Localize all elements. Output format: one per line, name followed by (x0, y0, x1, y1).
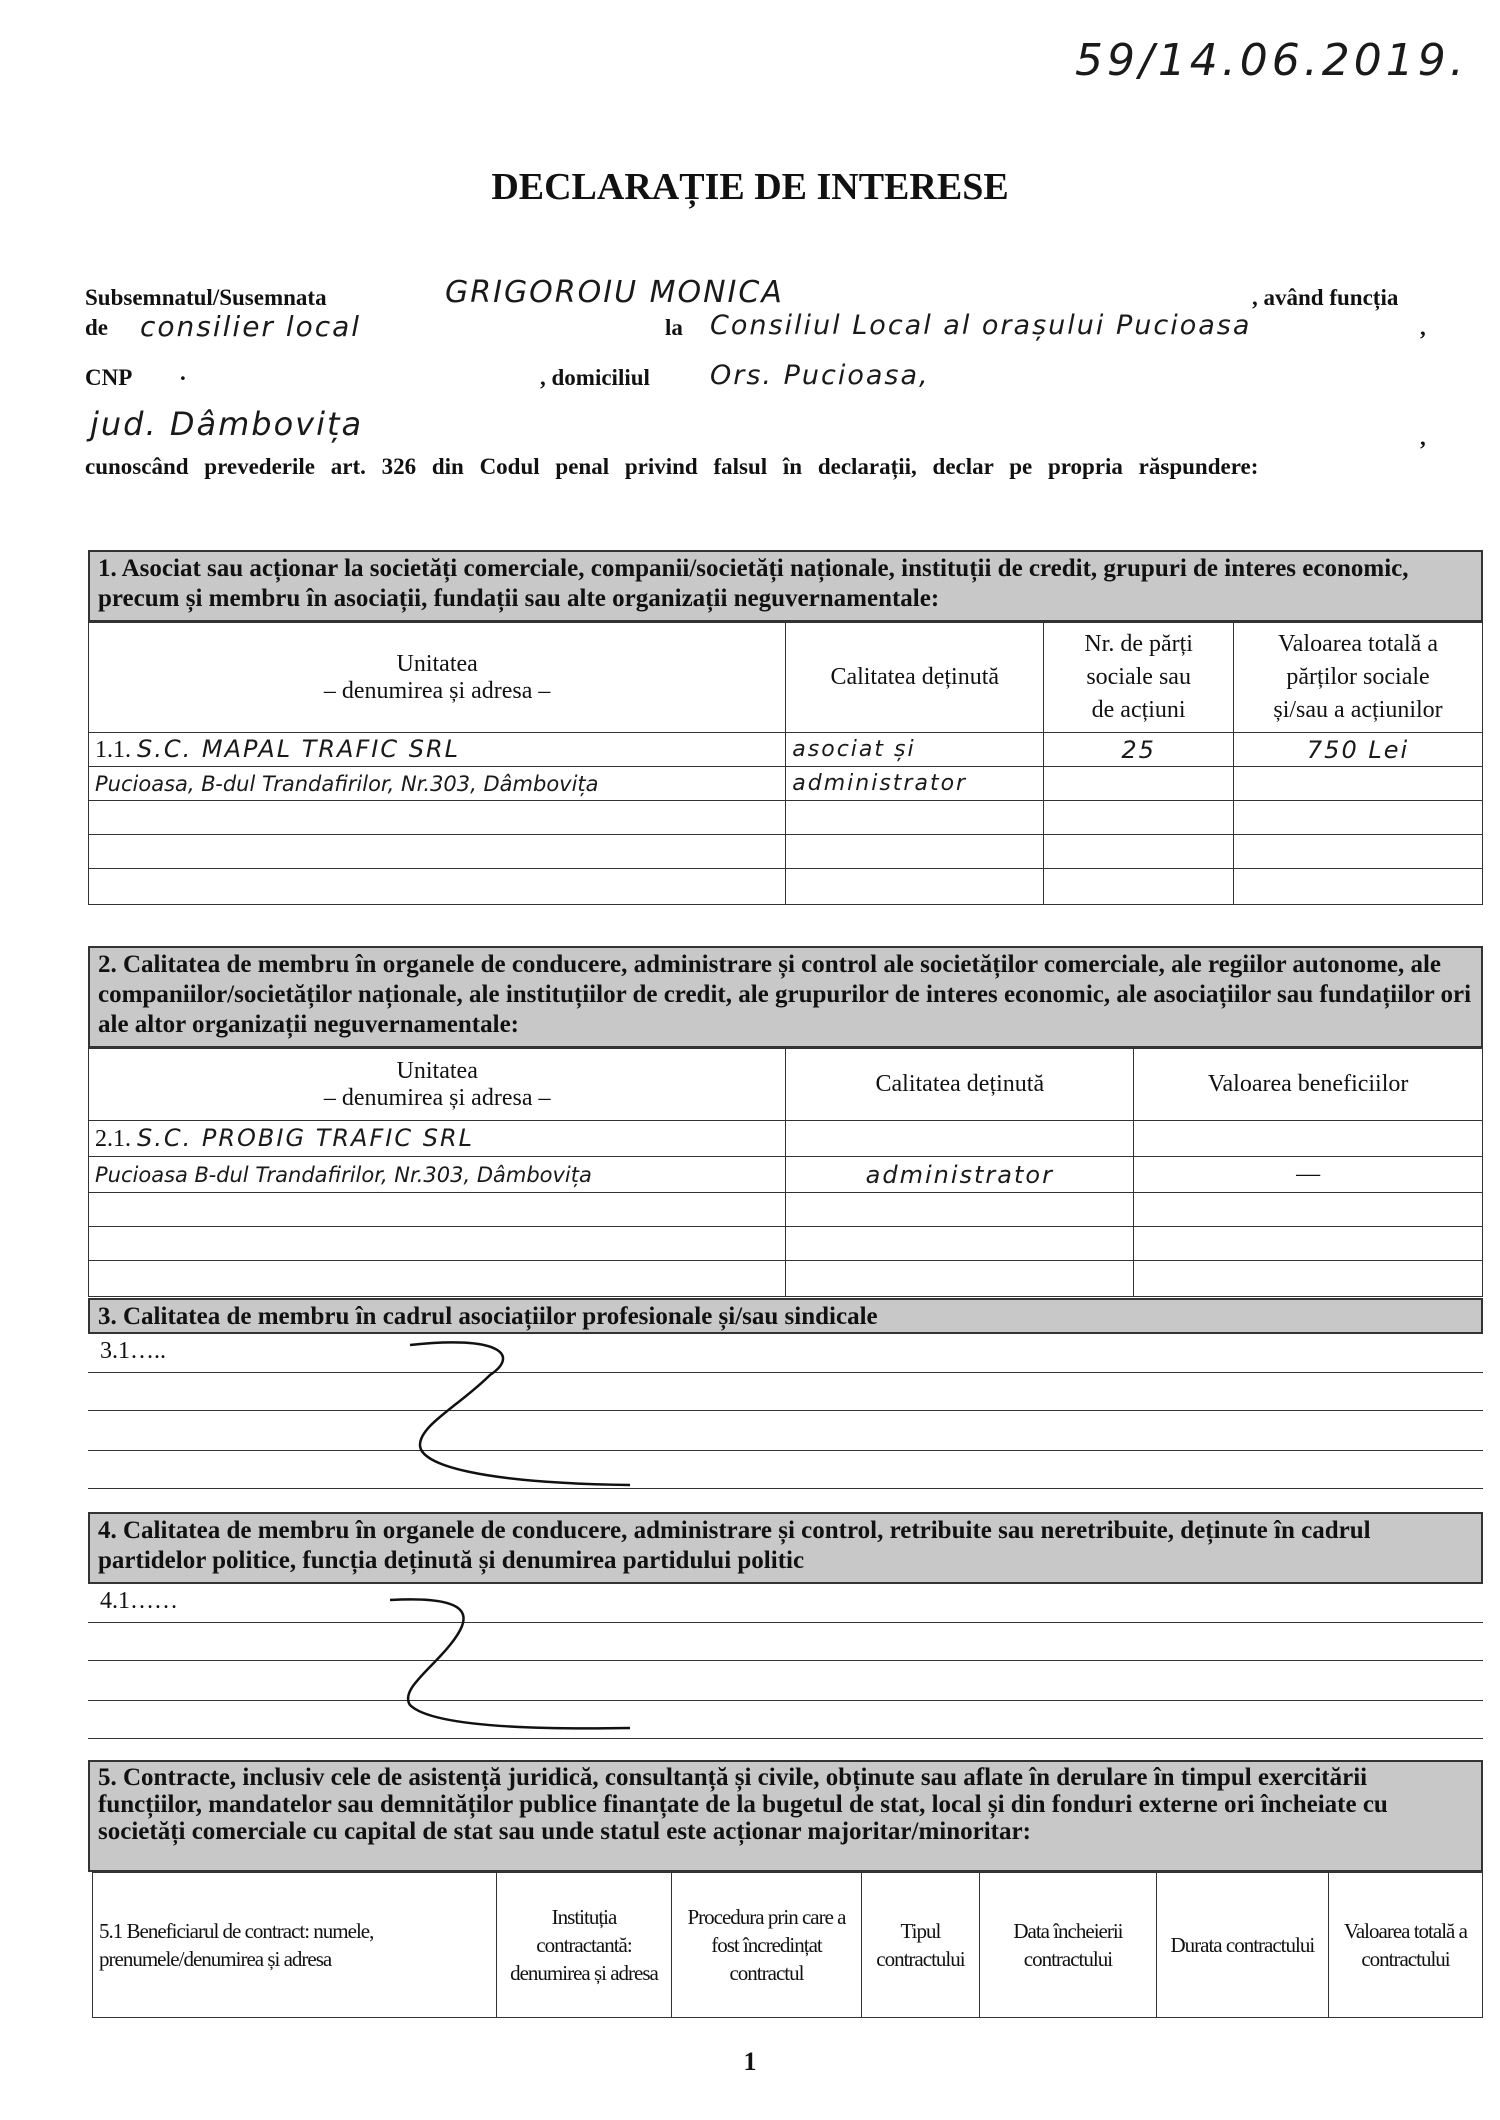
cnp-label: CNP (85, 365, 133, 390)
section-3-row-label: 3.1….. (100, 1338, 166, 1364)
section-1-table (88, 622, 1483, 905)
comma-2: , (1420, 425, 1426, 450)
la-label: la (665, 315, 683, 340)
comma-1: , (1420, 315, 1426, 340)
section-4-z-strike-mark (370, 1590, 650, 1740)
page-number: 1 (743, 2047, 757, 2076)
s1-col-quality: Calitatea deținută (786, 623, 1044, 733)
s5-col-value: Valoarea totală a contractului (1328, 1873, 1482, 2018)
institutia-value: Consiliul Local al orașului Pucioasa (710, 310, 1252, 341)
s5-col-beneficiary: 5.1 Beneficiarul de contract: numele, prenumele/denumirea și adresa (93, 1873, 497, 2018)
s5-col-procedure: Procedura prin care a fost încredințat contractul (672, 1873, 861, 2018)
s1-row-address: Pucioasa, B-dul Trandafirilor, Nr.303, Dâmbovița (89, 767, 786, 801)
s5-col-type: Tipul contractului (861, 1873, 979, 2018)
s1-row-quality-2: administrator (786, 767, 1044, 801)
s1-row-quality: asociat și (786, 733, 1044, 767)
functia-value: consilier local (140, 310, 362, 343)
judet-value: jud. Dâmbovița (90, 405, 364, 443)
s2-col-unit: Unitatea – denumirea și adresa – (89, 1049, 786, 1121)
s1-col-value: Valoarea totală a părților sociale și/sau a acțiunilor (1234, 623, 1483, 733)
s2-row-quality: administrator (786, 1157, 1134, 1193)
section-2-table (88, 1048, 1483, 1297)
s1-row-shares: 25 (1044, 733, 1234, 767)
s1-col-shares: Nr. de părți sociale sau de acțiuni (1044, 623, 1234, 733)
subsemnatul-label: Subsemnatul/Susemnata (85, 285, 327, 310)
section-4-header: 4. Calitatea de membru în organele de conducere, administrare și control, retribuite sau neretribuite, deținute în cadrul partidelor politice, funcția deținută și denumirea partidului politic (88, 1512, 1483, 1584)
domiciliul-value: Ors. Pucioasa, (710, 360, 930, 391)
section-2-header: 2. Calitatea de membru în organele de conducere, administrare și control ale societăților comerciale, ale regiilor autonome, ale companiilor/societăților naționale, ale instituțiilor de credit, ale grupurilor de interes economic, ale asociațiilor sau fundațiilor ori ale altor organizații neguvernamentale: (88, 946, 1483, 1048)
s1-col-unit: Unitatea – denumirea și adresa – (89, 623, 786, 733)
declarant-name: GRIGOROIU MONICA (445, 275, 784, 310)
section-1-header: 1. Asociat sau acționar la societăți comerciale, companii/societăți naționale, instituții de credit, grupuri de interes economic, precum și membru în asociații, fundații sau alte organizații neguvernamentale: (88, 550, 1483, 622)
domiciliul-label: , domiciliul (540, 365, 650, 390)
cnp-value: . (180, 360, 186, 385)
page-title: DECLARAȚIE DE INTERESE (491, 166, 1009, 208)
section-4-row-label: 4.1…… (100, 1588, 178, 1614)
declaration-text: cunoscând prevederile art. 326 din Codul penal privind falsul în declarații, declar pe propria răspundere: (85, 454, 1259, 479)
registration-number: 59/14.06.2019. (1075, 35, 1468, 86)
section-5-table (92, 1872, 1483, 2018)
section-3-z-strike-mark (380, 1335, 660, 1495)
functia-label: , având funcția (1252, 285, 1399, 310)
s2-row-address: Pucioasa B-dul Trandafirilor, Nr.303, Dâmbovița (89, 1157, 786, 1193)
s1-row-unit: 1.1. S.C. MAPAL TRAFIC SRL (89, 733, 786, 767)
s5-col-duration: Durata contractului (1156, 1873, 1328, 2018)
de-label: de (85, 315, 108, 340)
section-3-header: 3. Calitatea de membru în cadrul asociațiilor profesionale și/sau sindicale (88, 1298, 1483, 1334)
s5-col-date: Data încheierii contractului (980, 1873, 1157, 2018)
s2-col-value: Valoarea beneficiilor (1134, 1049, 1483, 1121)
s5-col-institution: Instituția contractantă: denumirea și adresa (496, 1873, 671, 2018)
s2-row-unit: 2.1. S.C. PROBIG TRAFIC SRL (89, 1121, 786, 1157)
s2-col-quality: Calitatea deținută (786, 1049, 1134, 1121)
s1-row-value: 750 Lei (1234, 733, 1483, 767)
s2-row-value: — (1134, 1157, 1483, 1193)
section-5-header: 5. Contracte, inclusiv cele de asistență juridică, consultanță și civile, obținute sau aflate în derulare în timpul exercitării funcțiilor, mandatelor sau demnităților publice finanțate de la bugetul de stat, local și din fonduri externe ori încheiate cu societăți comerciale cu capital de stat sau unde statul este acționar majoritar/minoritar: (88, 1760, 1483, 1872)
